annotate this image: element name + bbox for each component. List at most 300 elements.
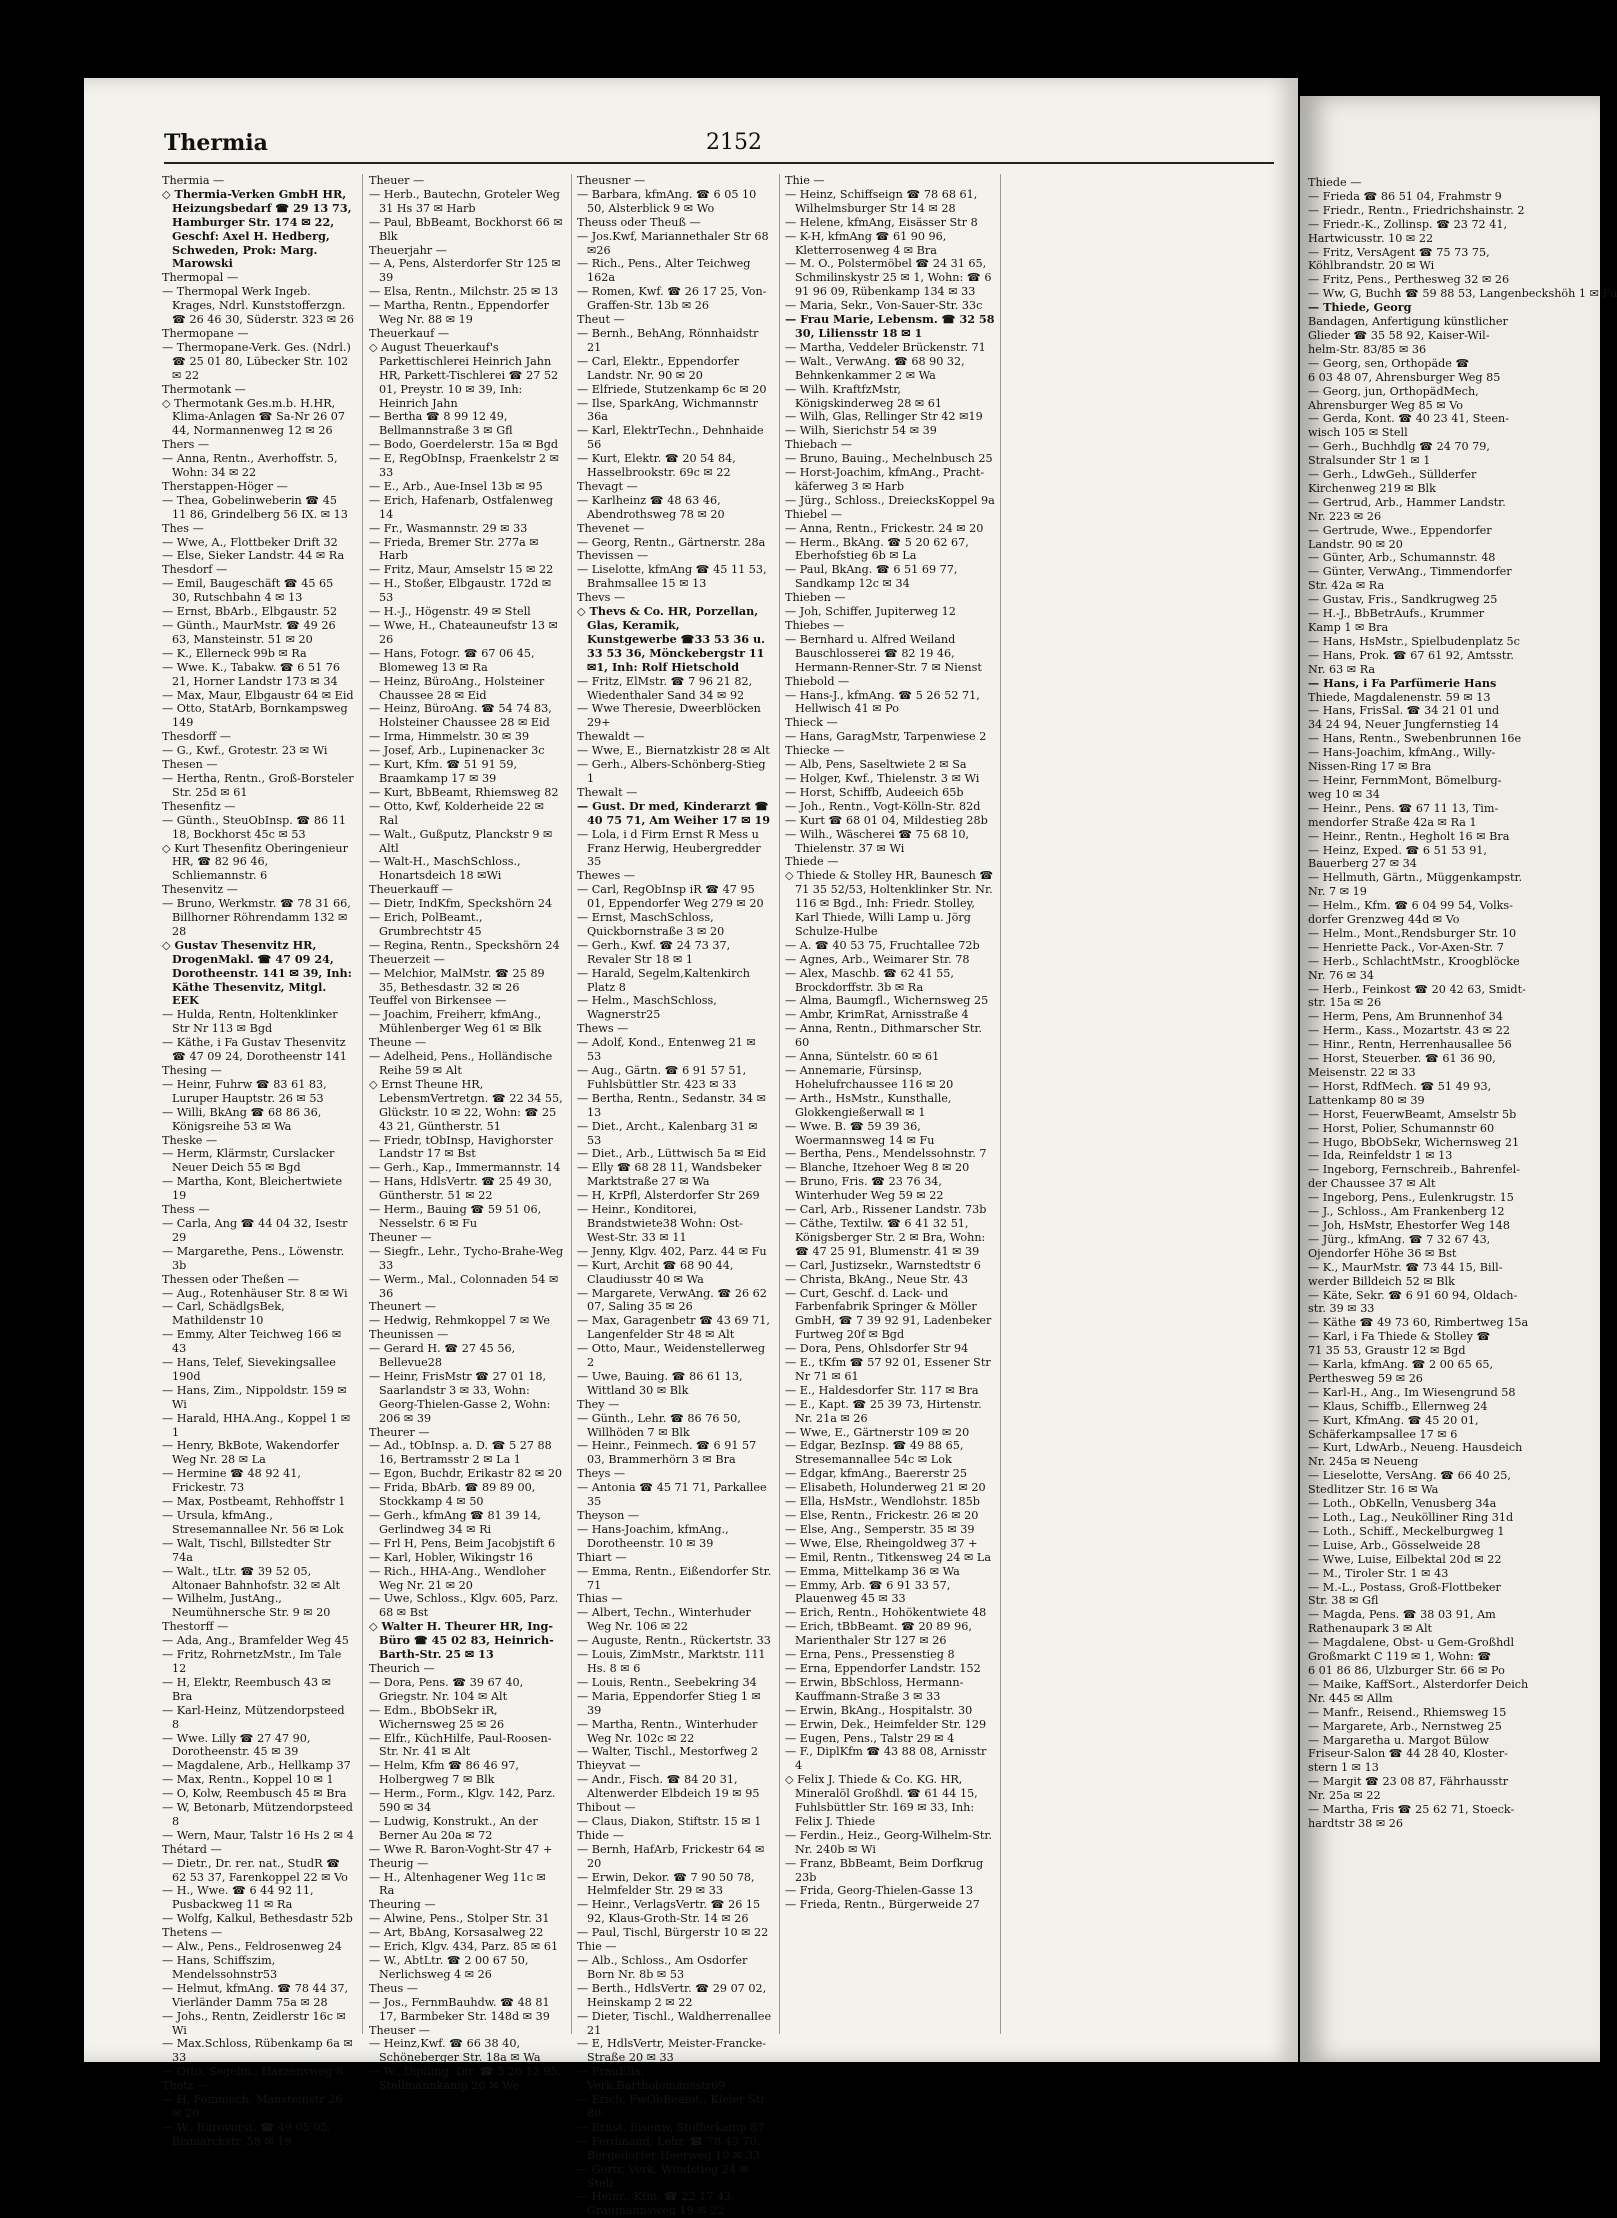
directory-entry: — Loth., ObKelln, Venusberg 34a [1308, 1497, 1497, 1511]
directory-entry: — M., Tiroler Str. 1 ✉ 43 [1308, 1566, 1449, 1580]
directory-entry: Schäferkampsallee 17 ✉ 6 [1308, 1427, 1458, 1441]
directory-entry: — Else, Ang., Semperstr. 35 ✉ 39 [785, 1522, 975, 1536]
directory-entry: — Dietr, IndKfm, Speckshörn 24 [369, 897, 553, 911]
directory-entry: — Hertha, Rentn., Groß-Borsteler Str. 25d ✉ 61 [162, 771, 354, 799]
directory-entry: — H.-J., Högenstr. 49 ✉ Stell [369, 605, 531, 619]
directory-entry: — Berth., HdlsVertr. ☎ 29 07 02, Heinskamp 2 ✉ 22 [577, 1981, 767, 2009]
directory-entry: Kirchenweg 219 ✉ Blk [1308, 481, 1436, 495]
directory-entry: Thermotank — [162, 382, 246, 396]
directory-entry: — Antonia ☎ 45 71 71, Parkallee 35 [577, 1481, 767, 1509]
directory-entry: — Aug., Gärtn. ☎ 6 91 57 51, Fuhlsbüttler Str. 423 ✉ 33 [577, 1064, 747, 1091]
directory-entry: Thetz — [162, 2079, 209, 2093]
directory-entry: — Rich., Pens., Alter Teichweg 162a [577, 257, 751, 285]
directory-entry: Thesdorf — [162, 563, 228, 577]
directory-entry: Theurer — [369, 1425, 430, 1439]
directory-entry: Thess — [162, 1203, 210, 1217]
directory-entry: Thie — [785, 174, 825, 187]
directory-entry: — Herm, Klärmstr, Curslacker Neuer Deich 55 ✉ Bgd [162, 1147, 335, 1175]
directory-entry: — Hans, Fotogr. ☎ 67 06 45, Blomeweg 13 ✉ Ra [369, 646, 535, 674]
directory-entry: — O, Kolw, Reembusch 45 ✉ Bra [162, 1787, 347, 1801]
directory-entry: — Gust. Dr med, Kinderarzt ☎ 40 75 71, Am Weiher 17 ✉ 19 [577, 798, 771, 827]
directory-entry: — Hans-Joachim, kfmAng., Dorotheenstr. 10 ✉ 39 [577, 1522, 729, 1550]
directory-entry: — Anna, Rentn., Dithmarscher Str. 60 [785, 1022, 983, 1050]
directory-entry: 6 01 86 86, Ulzburger Str. 66 ✉ Po [1308, 1663, 1505, 1677]
directory-entry: — Dora, Pens. ☎ 39 67 40, Griegstr. Nr. 104 ✉ Alt [369, 1675, 524, 1703]
directory-entry: — Frieda, Rentn., Bürgerweide 27 [785, 1898, 980, 1912]
directory-entry: — Otto, Segelm., Harzensweg 8 [162, 2065, 343, 2079]
directory-entry: — Hans, HdlsVertr. ☎ 25 49 30, Güntherstr. 51 ✉ 22 [369, 1175, 553, 1203]
directory-entry: — E., Kapt. ☎ 25 39 73, Hirtenstr. Nr. 21a ✉ 26 [785, 1397, 982, 1425]
directory-entry: — Margarethe, Pens., Löwenstr. 3b [162, 1244, 345, 1272]
directory-entry: — Paul, BbBeamt, Bockhorst 66 ✉Blk [369, 215, 563, 243]
directory-entry: Theuerkauf — [369, 326, 450, 340]
directory-entry: — Alw., Pens., Feldrosenweg 24 [162, 1940, 342, 1954]
directory-entry: — Erich, Klgv. 434, Parz. 85 ✉ 61 [369, 1940, 559, 1954]
directory-entry: — Wilh. KraftfzMstr, Königskinderweg 28 ✉ 61 [785, 382, 943, 410]
directory-entry: — Claus, Diakon, Stiftstr. 15 ✉ 1 [577, 1814, 762, 1828]
directory-entry: Thiecke — [785, 744, 845, 758]
directory-entry: — Bernhard u. Alfred Weiland Bauschlosserei ☎ 82 19 46, Hermann-Renner-Str. 7 ✉ Nienst [785, 632, 982, 674]
directory-entry: Thieck — [785, 716, 838, 730]
directory-entry: — W, Betonarb, Mützendorpsteed 8 [162, 1801, 353, 1828]
directory-entry: — Wwe, Luise, Eilbektal 20d ✉ 22 [1308, 1552, 1502, 1566]
directory-entry: — Diet., Arb., Lüttwisch 5a ✉ Eid [577, 1147, 767, 1161]
directory-entry: Thesing — [162, 1064, 222, 1077]
directory-entry: — Maria, Eppendorfer Stieg 1 ✉ 39 [577, 1689, 761, 1717]
directory-entry: Thevs — [577, 591, 626, 605]
directory-entry: — F., DiplKfm ☎ 43 88 08, Arnisstr 4 [785, 1745, 987, 1773]
directory-entry: — Heinr., Pens. ☎ 67 11 13, Tim- [1308, 801, 1499, 815]
directory-entry: Theus — [369, 1981, 418, 1995]
directory-entry: Thibout — [577, 1801, 636, 1815]
directory-entry: Thesenvitz — [162, 883, 238, 897]
directory-entry: — Herm, Pens, Am Brunnenhof 34 [1308, 1010, 1504, 1024]
directory-entry: — Karl, ElektrTechn., Dehnhaide 56 [577, 424, 764, 452]
directory-entry: — Helene, kfmAng, Eisässer Str 8 [785, 215, 978, 229]
directory-entry: — Heinz,Kwf. ☎ 66 38 40, Schöneberger Str. 18a ✉ Wa [369, 2037, 541, 2065]
directory-entry: — Helm., Mont.,Rendsburger Str. 10 [1308, 926, 1517, 940]
directory-entry: — Horst, Polier, Schumannstr 60 [1308, 1121, 1495, 1135]
directory-entry: Rathenaupark 3 ✉ Alt [1308, 1622, 1433, 1636]
directory-entry: — Wwe, E., Biernatzkistr 28 ✉ Alt [577, 744, 770, 758]
directory-entry: — Herm., Form., Klgv. 142, Parz. 590 ✉ 34 [369, 1787, 556, 1815]
directory-entry: — Heinr., VerlagsVertr. ☎ 26 15 92, Klaus-Groth-Str. 14 ✉ 26 [577, 1898, 761, 1926]
directory-entry: Thevagt — [577, 479, 638, 493]
directory-entry: — Christa, BkAng., Neue Str. 43 [785, 1272, 968, 1286]
directory-entry: — Fritz, Maur, Amselstr 15 ✉ 22 [369, 563, 554, 577]
directory-entry: — Thea, Gobelinweberin ☎ 45 11 86, Grindelberg 56 IX. ✉ 13 [162, 493, 348, 521]
directory-entry: — Elsa, Rentn., Milchstr. 25 ✉ 13 [369, 285, 559, 299]
directory-entry: — Carla, Ang ☎ 44 04 32, Isestr 29 [162, 1216, 348, 1244]
directory-entry: — Herm., Bauing ☎ 59 51 06, Nesselstr. 6 ✉ Fu [369, 1203, 542, 1230]
directory-entry: Thias — [577, 1592, 623, 1606]
directory-entry: — Joh., Rentn., Vogt-Kölln-Str. 82d [785, 799, 981, 813]
directory-entry: Thie — [577, 1940, 617, 1954]
directory-entry: — Walt., VerwAng. ☎ 68 90 32, Behnkenkammer 2 ✉ Wa [785, 354, 965, 382]
directory-entry: — Arth., HsMstr., Kunsthalle, Glokkengießerwall ✉ 1 [785, 1091, 952, 1119]
directory-entry: — Adolf, Kond., Entenweg 21 ✉ 53 [577, 1036, 756, 1064]
directory-entry: — Carl, Justizsekr., Warnstedtstr 6 [785, 1258, 981, 1272]
column-divider [362, 174, 363, 2034]
directory-entry: — Ernst, Eisenw, Stofferkamp 87 [577, 2120, 765, 2134]
directory-entry: — Ella, HsMstr., Wendlohstr. 185b [785, 1495, 980, 1509]
directory-column-6 [1308, 176, 1617, 2036]
directory-entry: — Liselotte, kfmAng ☎ 45 11 53, Brahmsallee 15 ✉ 13 [577, 563, 767, 591]
directory-entry: — Dieter, Tischl., Waldherrenallee 21 [577, 2009, 772, 2037]
directory-entry: Nr. 76 ✉ 34 [1308, 968, 1374, 982]
directory-entry: — Gerard H. ☎ 27 45 56, Bellevue28 [369, 1342, 516, 1370]
right-page-partial [1300, 96, 1617, 2062]
directory-entry: ◇ Ernst Theune HR, LebensmVertretgn. ☎ 22 34 55, Glückstr. 10 ✉ 22, Wohn: ☎ 25 43 21, Güntherstr. 51 [369, 1077, 563, 1133]
directory-entry: — Bertha, Pens., Mendelssohnstr. 7 [785, 1147, 987, 1161]
directory-entry: str. 39 ✉ 33 [1308, 1302, 1375, 1316]
directory-entry: — Günter, Arb., Schumannstr. 48 [1308, 551, 1496, 565]
directory-entry: Theut — [577, 313, 625, 327]
directory-entry: — Walt-H., MaschSchloss., Honartsdeich 18 ✉Wi [369, 855, 521, 883]
directory-entry: Nr. 223 ✉ 26 [1308, 509, 1382, 523]
directory-entry: — Ferdin., Heiz., Georg-Wilhelm-Str. Nr. 240b ✉ Wi [785, 1828, 993, 1856]
directory-entry: — H, KrPfl, Alsterdorfer Str 269 [577, 1189, 760, 1203]
directory-entry: — Heinr, Fuhrw ☎ 83 61 83, Luruper Hauptstr. 26 ✉ 53 [162, 1077, 327, 1105]
directory-entry: Theusner — [577, 174, 646, 187]
directory-entry: — W., Bürovorst. ☎ 49 05 05, Bismarckstr. 58 ✉ 19 [162, 2120, 332, 2148]
directory-entry: — Kurt, KfmAng. ☎ 45 20 01, [1308, 1413, 1479, 1427]
directory-entry: — Willi, BkAng ☎ 68 86 36, Königsreihe 53 ✉ Wa [162, 1105, 322, 1133]
directory-entry: — A. ☎ 40 53 75, Fruchtallee 72b [785, 938, 980, 952]
directory-entry: — Andr., Fisch. ☎ 84 20 31, Altenwerder Elbdeich 19 ✉ 95 [577, 1773, 760, 1801]
directory-entry: — Elfr., KüchHilfe, Paul-Roosen-Str. Nr. 41 ✉ Alt [369, 1731, 552, 1759]
directory-entry: — Louis, ZimMstr., Marktstr. 111 Hs. 8 ✉ 6 [577, 1648, 766, 1675]
directory-column-5 [1008, 174, 1223, 2054]
directory-entry: — Walt, Tischl, Billstedter Str 74a [162, 1536, 331, 1564]
directory-entry: Thewes — [577, 869, 635, 883]
directory-entry: — E, RegObInsp, Fraenkelstr 2 ✉ 33 [369, 452, 559, 480]
directory-entry: — Frieda ☎ 86 51 04, Frahmstr 9 [1308, 189, 1502, 203]
directory-entry: Str. 42a ✉ Ra [1308, 579, 1385, 593]
directory-entry: — Helm., Kfm. ☎ 6 04 99 54, Volks- [1308, 899, 1513, 913]
directory-entry: — Martha, Veddeler Brückenstr. 71 [785, 340, 986, 354]
directory-entry: — Anna, Süntelstr. 60 ✉ 61 [785, 1050, 940, 1064]
directory-entry: ◇ Felix J. Thiede & Co. KG. HR, Mineralöl Großhdl. ☎ 61 44 15, Fuhlsbüttler Str. 169 ✉ 33, Inh: Felix J. Thiede [785, 1773, 978, 1828]
directory-entry: der Chaussee 37 ✉ Alt [1308, 1177, 1436, 1191]
directory-entry: Theuerzeit — [369, 952, 445, 966]
directory-entry: Thevenet — [577, 521, 645, 535]
directory-entry: — M. O., Polstermöbel ☎ 24 31 65, Schmilinskystr 25 ✉ 1, Wohn: ☎ 6 91 96 09, Rübenkamp 134 ✉ 33 [785, 257, 992, 299]
directory-entry: — Magda, Pens. ☎ 38 03 91, Am [1308, 1608, 1496, 1622]
directory-entry: Köhlbrandstr. 20 ✉ Wi [1308, 259, 1435, 273]
directory-entry: — Lieselotte, VersAng. ☎ 66 40 25, [1308, 1469, 1511, 1483]
directory-entry: Thiebold — [785, 674, 850, 688]
directory-entry: — Hans-Joachim, kfmAng., Willy- [1308, 746, 1496, 760]
directory-entry: Thiebes — [785, 619, 845, 632]
directory-entry: Perthesweg 59 ✉ 26 [1308, 1371, 1423, 1385]
directory-entry: Thetens — [162, 1926, 223, 1940]
directory-entry: Thiart — [577, 1550, 627, 1564]
directory-entry: Nr. 25a ✉ 22 [1308, 1789, 1381, 1803]
directory-entry: — Ferdinand, Lehr. ☎ 78 43 70, Bergedorfer Heerweg 10 ✉ 33 [577, 2134, 761, 2162]
directory-entry: 34 24 94, Neuer Jungfernstieg 14 [1308, 718, 1499, 732]
directory-entry: — Gerh., Buchhdlg ☎ 24 70 79, [1308, 440, 1490, 454]
directory-entry: Kamp 1 ✉ Bra [1308, 621, 1389, 634]
directory-entry: — Walter, Tischl., Mestorfweg 2 [577, 1745, 758, 1759]
directory-entry: — Günth., MaurMstr. ☎ 49 26 63, Mansteinstr. 51 ✉ 20 [162, 619, 336, 646]
directory-entry: — Karl-H., Ang., Im Wiesengrund 58 [1308, 1385, 1516, 1399]
directory-entry: — Bernh, HafArb, Frickestr 64 ✉ 20 [577, 1842, 765, 1870]
directory-entry: — Margit ☎ 23 08 87, Fährhausstr [1308, 1775, 1509, 1789]
directory-entry: — Erna, Eppendorfer Landstr. 152 [785, 1661, 981, 1675]
directory-entry: — Georg, jun, OrthopädMech, [1308, 384, 1479, 398]
column-divider [1000, 174, 1001, 2034]
directory-entry: — Wwe. Lilly ☎ 27 47 90, Dorotheenstr. 45 ✉ 39 [162, 1731, 311, 1759]
directory-entry: — Gustav, Fris., Sandkrugweg 25 [1308, 593, 1498, 607]
directory-entry: Thide — [577, 1828, 624, 1842]
directory-entry: — Günth., Lehr. ☎ 86 76 50, Willhöden 7 ✉ Blk [577, 1411, 741, 1439]
directory-entry: — Bruno, Werkmstr. ☎ 78 31 66, Billhorner Röhrendamm 132 ✉ 28 [162, 897, 351, 938]
directory-entry: — Anna, Rentn., Frickestr. 24 ✉ 20 [785, 521, 984, 535]
directory-entry: — Walt., tLtr. ☎ 39 52 05, Altonaer Bahnhofstr. 32 ✉ Alt [162, 1564, 341, 1592]
directory-entry: — Art, BbAng, Korsasalweg 22 [369, 1926, 544, 1940]
directory-entry: — Alwine, Pens., Stolper Str. 31 [369, 1912, 550, 1926]
directory-entry: — Horst, RdfMech. ☎ 51 49 93, [1308, 1079, 1492, 1093]
directory-entry: — Herm., Kass., Mozartstr. 43 ✉ 22 [1308, 1024, 1510, 1038]
directory-entry: — Helm., MaschSchloss, Wagnerstr25 [577, 994, 717, 1022]
directory-entry: — K-H, kfmAng ☎ 61 90 96, Kletterrosenweg 4 ✉ Bra [785, 229, 947, 257]
directory-entry: — Margarete, VerwAng. ☎ 26 62 07, Saling 35 ✉ 26 [577, 1286, 767, 1314]
directory-entry: — Bertha, Rentn., Sedanstr. 34 ✉ 13 [577, 1091, 766, 1119]
directory-entry: — W., AbtLtr. ☎ 2 00 67 50, Nerlichsweg 4 ✉ 26 [369, 1954, 529, 1981]
directory-entry: — Georg, Rentn., Gärtnerstr. 28a [577, 535, 766, 549]
directory-entry: dorfer Grenzweg 44d ✉ Vo [1308, 913, 1460, 927]
directory-entry: — Cäthe, Textilw. ☎ 6 41 32 51, Königsberger Str. 2 ✉ Bra, Wohn: ☎ 47 25 91, Blumenstr. 41 ✉ 39 [785, 1216, 986, 1258]
directory-entry: — Ernst, BbArb., Elbgaustr. 52 [162, 605, 338, 619]
directory-entry: — Emmy, Arb. ☎ 6 91 33 57, Plauenweg 45 ✉ 33 [785, 1578, 951, 1606]
directory-entry: — Wwe, E., Gärtnerstr 109 ✉ 20 [785, 1425, 970, 1439]
directory-entry: 71 35 53, Graustr 12 ✉ Bgd [1308, 1344, 1466, 1358]
directory-entry: — Edgar, kfmAng., Baererstr 25 [785, 1467, 967, 1481]
directory-entry: — K., MaurMstr. ☎ 73 44 15, Bill- [1308, 1260, 1503, 1274]
directory-entry: — Wwe. K., Tabakw. ☎ 6 51 76 21, Horner Landstr 173 ✉ 34 [162, 660, 341, 688]
directory-entry: — Herb., Feinkost ☎ 20 42 63, Smidt- [1308, 982, 1526, 996]
directory-entry: — Maike, KaffSort., Alsterdorfer Deich [1308, 1677, 1529, 1691]
directory-entry: — Elisabeth, Holunderweg 21 ✉ 20 [785, 1481, 986, 1495]
left-page [84, 78, 1298, 2218]
directory-entry: — Erwin, Dekor. ☎ 7 90 50 78, Helmfelder Str. 29 ✉ 33 [577, 1870, 755, 1898]
directory-entry: — Alma, Baumgfl., Wichernsweg 25 [785, 994, 989, 1008]
directory-entry: — Franz, BbBeamt, Beim Dorfkrug 23b [785, 1856, 984, 1884]
directory-entry: — Hans, HsMstr., Spielbudenplatz 5c [1308, 634, 1520, 648]
column-divider [571, 174, 572, 2034]
directory-entry: — Loth., Lag., Neukölliner Ring 31d [1308, 1511, 1514, 1524]
directory-entry: — Karl, Hobler, Wikingstr 16 [369, 1550, 533, 1564]
directory-entry: — Margaretha u. Margot Bülow [1308, 1733, 1489, 1747]
directory-entry: Thiede — [785, 855, 839, 869]
directory-entry: — Diet., Archt., Kalenbarg 31 ✉ 53 [577, 1119, 758, 1147]
directory-entry: — Erich, PolBeamt., Grumbrechtstr 45 [369, 911, 483, 938]
directory-entry: — Gerh., Kap., Immermannstr. 14 [369, 1161, 561, 1175]
directory-entry: — Hermine ☎ 48 92 41, Frickestr. 73 [162, 1467, 301, 1495]
directory-entry: — Hellmuth, Gärtn., Müggenkampstr. [1308, 871, 1523, 885]
directory-entry: — Herb., Bautechn, Groteler Weg 31 Hs 37 ✉ Harb [369, 187, 560, 215]
directory-entry: — Ingeborg, Pens., Eulenkrugstr. 15 [1308, 1191, 1514, 1205]
directory-entry: — Heinr, FrisMstr ☎ 27 01 18, Saarlandstr 3 ✉ 33, Wohn: Georg-Thielen-Gasse 2, Wohn: 206 ✉ 39 [369, 1369, 551, 1425]
directory-entry: — Jenny, Klgv. 402, Parz. 44 ✉ Fu [577, 1244, 767, 1258]
directory-entry: — Alex, Maschb. ☎ 62 41 55, Brockdorffstr. 3b ✉ Ra [785, 966, 954, 994]
directory-entry: — Ilse, SparkAng, Wichmannstr 36a [577, 396, 759, 424]
directory-entry: Glieder ☎ 35 58 92, Kaiser-Wil- [1308, 328, 1490, 342]
directory-entry: — Ingeborg, Fernschreib., Bahrenfel- [1308, 1163, 1520, 1177]
directory-entry: — Wilh, Sierichstr 54 ✉ 39 [785, 424, 937, 438]
directory-entry: — Josef, Arb., Lupinenacker 3c [369, 744, 545, 758]
directory-entry: — Alb., Schloss., Am Osdorfer Born Nr. 8b ✉ 53 [577, 1954, 748, 1981]
directory-entry: — Edm., BbObSekr iR, Wichernsweg 25 ✉ 26 [369, 1703, 505, 1731]
directory-entry: — H., Stoßer, Elbgaustr. 172d ✉ 53 [369, 577, 552, 605]
directory-entry: — Regina, Rentn., Speckshörn 24 [369, 938, 560, 952]
directory-entry: — Gerh., Kwf. ☎ 24 73 37, Revaler Str 18 ✉ 1 [577, 938, 731, 966]
directory-entry: — Martha, Rentn., Eppendorfer Weg Nr. 88 ✉ 19 [369, 299, 549, 327]
directory-column-2 [369, 174, 564, 2093]
directory-entry: Theuss oder Theuß — [577, 215, 701, 229]
directory-entry: — E., Haldesdorfer Str. 117 ✉ Bra [785, 1383, 979, 1397]
directory-entry: — Erich, FwObBeamt., Kieler Str. 80 [577, 2093, 768, 2120]
directory-entry: — Hans, Schiffszim, Mendelssohnstr53 [162, 1954, 278, 1981]
directory-entry: — Bruno, Bauing., Mechelnbusch 25 [785, 452, 993, 466]
directory-entry: — Elfriede, Stutzenkamp 6c ✉ 20 [577, 382, 767, 396]
directory-entry: — Ludwig, Konstrukt., An der Berner Au 20a ✉ 72 [369, 1814, 538, 1842]
directory-entry: — Karlheinz ☎ 48 63 46, Abendrothsweg 78 ✉ 20 [577, 493, 725, 521]
directory-entry: — E, HdlsVertr, Meister-Francke-Straße 20 ✉ 33 [577, 2037, 767, 2065]
directory-entry: — Käthe, i Fa Gustav Thesenvitz ☎ 47 09 24, Dorotheenstr 141 [162, 1036, 347, 1064]
directory-entry: wisch 105 ✉ Stell [1308, 426, 1408, 440]
directory-entry: Thiebach — [785, 438, 852, 452]
directory-entry: — Fr., Wasmannstr. 29 ✉ 33 [369, 521, 528, 535]
directory-entry: — Joachim, Freiherr, kfmAng., Mühlenberger Weg 61 ✉ Blk [369, 1008, 542, 1036]
directory-entry: — Gertr, Verk, Windstieg 24 ✉ Stell [577, 2162, 749, 2190]
directory-entry: Stedlitzer Str. 16 ✉ Wa [1308, 1483, 1439, 1497]
directory-entry: — G., Kwf., Grotestr. 23 ✉ Wi [162, 744, 328, 758]
directory-entry: — Curt, Geschf. d. Lack- und Farbenfabrik Springer & Möller GmbH, ☎ 7 39 92 91, Ladenbeker Furtweg 20f ✉ Bgd [785, 1286, 992, 1342]
directory-entry: — Carl, RegObInsp iR ☎ 47 95 01, Eppendorfer Weg 279 ✉ 20 [577, 883, 764, 911]
directory-entry: Theuring — [369, 1898, 436, 1912]
directory-entry: — Martha, Rentn., Winterhuder Weg Nr. 102c ✉ 22 [577, 1717, 758, 1745]
directory-entry: — Heinz, Schiffseign ☎ 78 68 61, Wilhelmsburger Str 14 ✉ 28 [785, 187, 978, 215]
page-number: 2152 [706, 130, 762, 155]
directory-entry: — M.-L., Postass, Groß-Flottbeker [1308, 1580, 1501, 1594]
directory-entry: ◇ Thermotank Ges.m.b. H.HR, Klima-Anlagen ☎ Sa-Nr 26 07 44, Normannenweg 12 ✉ 26 [162, 396, 345, 438]
directory-entry: — Max.Schloss, Rübenkamp 6a ✉33 [162, 2037, 353, 2065]
directory-entry: — Helm, Kfm ☎ 86 46 97, Holbergweg 7 ✉ Blk [369, 1759, 519, 1787]
directory-entry: — Horst-Joachim, kfmAng., Pracht-käferweg 3 ✉ Harb [785, 466, 985, 493]
directory-entry: — Edgar, BezInsp. ☎ 49 88 65, Stresemannallee 54c ✉ Lok [785, 1439, 964, 1467]
directory-entry: — Wwe Theresie, Dweerblöcken 29+ [577, 702, 761, 730]
directory-entry: — Martha, Fris ☎ 25 62 71, Stoeck- [1308, 1803, 1515, 1817]
directory-entry: — Jos.Kwf, Mariannethaler Str 68 ✉26 [577, 229, 769, 257]
directory-entry: — Heinr., Konditorei, Brandstwiete38 Wohn: Ost-West-Str. 33 ✉ 11 [577, 1203, 743, 1244]
directory-entry: They — [577, 1397, 620, 1411]
directory-entry: — Joh, Schiffer, Jupiterweg 12 [785, 605, 956, 619]
directory-entry: — Wwe R. Baron-Voght-Str 47 + [369, 1842, 553, 1856]
directory-entry: — Heinz, Exped. ☎ 6 51 53 91, [1308, 843, 1487, 857]
directory-entry: — Max, Maur, Elbgaustr 64 ✉ Eid [162, 688, 354, 702]
directory-entry: — Günter, VerwAng., Timmendorfer [1308, 565, 1512, 579]
directory-entry: — Dietr., Dr. rer. nat., StudR ☎ 62 53 37, Farenkoppel 22 ✉ Vo [162, 1856, 348, 1884]
directory-entry: — Fritz, Pens., Perthesweg 32 ✉ 26 [1308, 273, 1510, 287]
directory-entry: — Siegfr., Lehr., Tycho-Brahe-Weg 33 [369, 1244, 564, 1272]
header-rule [164, 162, 1274, 164]
directory-entry: — Friedr.-K., Zollinsp. ☎ 23 72 41, [1308, 217, 1508, 231]
directory-entry: — Jos., FernmBauhdw. ☎ 48 81 17, Barmbeker Str. 148d ✉ 39 [369, 1995, 550, 2023]
directory-entry: — Henriette Pack., Vor-Axen-Str. 7 [1308, 940, 1504, 954]
directory-entry: helm-Str. 83/85 ✉ 36 [1308, 342, 1427, 356]
directory-entry: Thestorff — [162, 1620, 229, 1634]
directory-entry: — Thermopane-Verk. Ges. (Ndrl.) ☎ 25 01 80, Lübecker Str. 102 ✉ 22 [162, 340, 351, 382]
directory-entry: — Georg, sen, Orthopäde ☎ [1308, 356, 1470, 370]
directory-entry: — Herm., BkAng. ☎ 5 20 62 67, Eberhofstieg 6b ✉ La [785, 535, 969, 563]
directory-column-3 [577, 174, 772, 2218]
directory-entry: — Horst, FeuerwBeamt, Amselstr 5b [1308, 1107, 1517, 1121]
directory-entry: — Irma, Himmelstr. 30 ✉ 39 [369, 730, 530, 744]
directory-entry: Thessen oder Theßen — [162, 1272, 299, 1286]
directory-entry: ◇ Kurt Thesenfitz Oberingenieur HR, ☎ 82 96 46, Schliemannstr. 6 [162, 841, 348, 883]
directory-entry: — Bernh., BehAng, Rönnhaidstr 21 [577, 326, 759, 354]
directory-entry: — Fritz, VersAgent ☎ 75 73 75, [1308, 245, 1490, 259]
directory-entry: — Melchior, MalMstr. ☎ 25 89 35, Bethesdastr. 32 ✉ 26 [369, 966, 545, 994]
directory-entry: Nr. 445 ✉ Allm [1308, 1691, 1393, 1705]
directory-entry: — J., Schloss., Am Frankenberg 12 [1308, 1205, 1505, 1219]
directory-entry: — Barbara, kfmAng. ☎ 6 05 10 50, Alsterblick 9 ✉ Wo [577, 187, 757, 215]
directory-entry: — Hans-J., kfmAng. ☎ 5 26 52 71, Hellwisch 41 ✉ Po [785, 688, 980, 716]
directory-entry: Nr. 63 ✉ Ra [1308, 662, 1376, 676]
directory-entry: — Gerh., kfmAng ☎ 81 39 14, Gerlindweg 34 ✉ Ri [369, 1509, 541, 1536]
directory-entry: — Emmy, Alter Teichweg 166 ✉ 43 [162, 1328, 342, 1356]
directory-entry: ◇ Thermia-Verken GmbH HR, Heizungsbedarf ☎ 29 13 73, Hamburger Str. 174 ✉ 22, Geschf: Axel H. Hedberg, Schweden, Prok: Marg. Marowski [162, 186, 352, 271]
directory-entry: — Günth., SteuObInsp. ☎ 86 11 18, Bockhorst 45c ✉ 53 [162, 813, 346, 841]
directory-entry: — Frida, Georg-Thielen-Gasse 13 [785, 1884, 974, 1898]
directory-entry: — Manfr., Reisend., Rhiemsweg 15 [1308, 1705, 1507, 1719]
directory-entry: — Erich, Rentn., Hohökentwiete 48 [785, 1606, 987, 1620]
directory-entry: Stralsunder Str 1 ✉ 1 [1308, 454, 1431, 468]
directory-entry: — Margarete, Arb., Nernstweg 25 [1308, 1719, 1502, 1733]
directory-entry: Landstr. 90 ✉ 20 [1308, 537, 1403, 551]
directory-entry: — H., Wwe. ☎ 6 44 92 11, Pusbackweg 11 ✉ Ra [162, 1884, 314, 1912]
directory-entry: — Hulda, Rentn, Holtenklinker Str Nr 113 ✉ Bgd [162, 1008, 338, 1036]
directory-entry: — E., tKfm ☎ 57 92 01, Essener Str Nr 71 ✉ 61 [785, 1356, 991, 1383]
directory-entry: Thieyvat — [577, 1759, 641, 1773]
directory-entry: Thews — [577, 1022, 629, 1036]
directory-entry: — Käthe ☎ 49 73 60, Rimbertweg 15a [1308, 1316, 1529, 1330]
directory-entry: — Hans, FrisSal. ☎ 34 21 01 und [1308, 704, 1500, 718]
directory-entry: — Erwin, BbSchloss, Hermann-Kauffmann-Straße 3 ✉ 33 [785, 1675, 964, 1703]
directory-entry: — Horst, Schiffb, Audeeich 65b [785, 785, 964, 799]
directory-entry: Nissen-Ring 17 ✉ Bra [1308, 760, 1432, 774]
directory-entry: — Walt., Gußputz, Planckstr 9 ✉Altl [369, 827, 553, 855]
directory-entry: — Erich, Hafenarb, Ostfalenweg 14 [369, 493, 554, 521]
directory-entry: — Bodo, Goerdelerstr. 15a ✉ Bgd [369, 438, 559, 452]
directory-entry: — Max, Rentn., Koppel 10 ✉ 1 [162, 1773, 334, 1787]
directory-entry: Theuer — [369, 174, 425, 187]
directory-entry: Thes — [162, 521, 204, 535]
directory-entry: — Wilh, Glas, Rellinger Str 42 ✉19 [785, 410, 983, 424]
directory-entry: — Ida, Reinfeldstr 1 ✉ 13 [1308, 1149, 1453, 1163]
directory-entry: — Emma, Mittelkamp 36 ✉ Wa [785, 1564, 960, 1578]
directory-entry: stern 1 ✉ 13 [1308, 1761, 1379, 1775]
directory-entry: — Hinr., Rentn, Herrenhausallee 56 [1308, 1038, 1512, 1052]
directory-entry: — Carl, SchädlgsBek, Mathildenstr 10 [162, 1300, 285, 1328]
directory-entry: — Martha, Kont, Bleichertwiete 19 [162, 1175, 343, 1203]
directory-entry: — Lola, i d Firm Ernst R Mess u Franz Herwig, Heubergredder 35 [577, 827, 761, 869]
directory-entry: — Joh, HsMstr, Ehestorfer Weg 148 [1308, 1218, 1510, 1232]
directory-entry: — Ambr, KrimRat, Arnisstraße 4 [785, 1008, 969, 1022]
directory-entry: — Else, Rentn., Frickestr. 26 ✉ 20 [785, 1509, 979, 1522]
